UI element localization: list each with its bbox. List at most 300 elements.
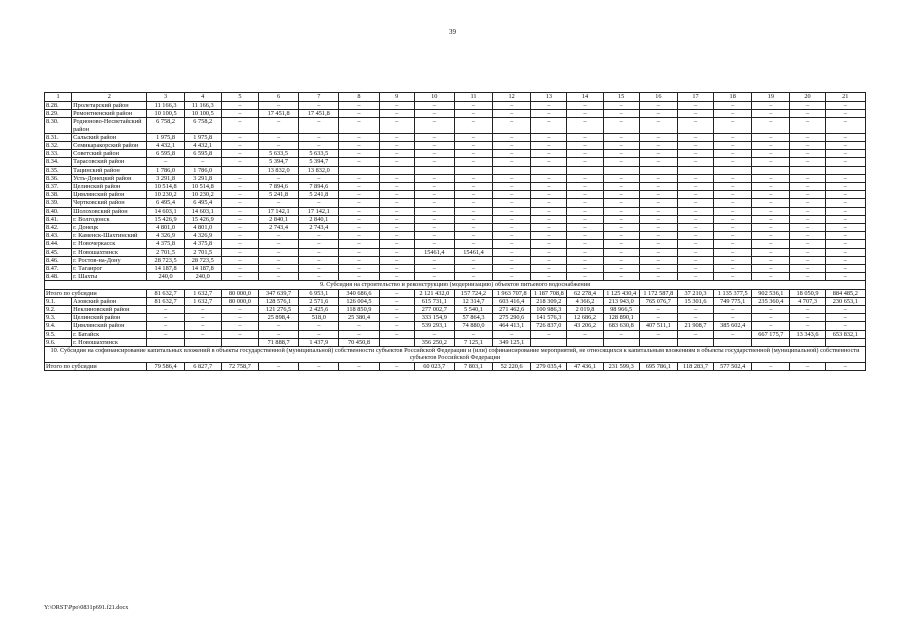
table-cell: – (221, 224, 258, 232)
table-cell: – (414, 199, 454, 207)
table-cell: – (339, 322, 379, 330)
table-cell: – (567, 142, 603, 150)
table-cell: – (825, 183, 865, 191)
table-cell: – (603, 118, 639, 133)
table-cell: 13 832,0 (259, 166, 299, 174)
table-cell: 128 576,1 (259, 297, 299, 305)
table-cell: 7 894,6 (299, 183, 339, 191)
table-cell: – (790, 322, 825, 330)
table-cell: 615 731,1 (414, 297, 454, 305)
municipality-name: Тацинский район (72, 166, 147, 174)
table-cell: 47 436,1 (567, 362, 603, 370)
municipality-name: Целинский район (72, 314, 147, 322)
table-cell: – (259, 199, 299, 207)
table-cell: – (677, 183, 713, 191)
table-cell: – (531, 102, 567, 110)
municipality-name: Цимлянский район (72, 322, 147, 330)
table-cell: – (454, 174, 492, 182)
total-row (45, 362, 866, 370)
table-cell (379, 166, 414, 174)
table-cell: 603 416,4 (493, 297, 531, 305)
row-number: 8.36. (45, 174, 72, 182)
table-cell: – (414, 240, 454, 248)
table-cell: 28 723,5 (184, 256, 221, 264)
table-cell: – (639, 110, 677, 118)
table-row (45, 133, 866, 141)
table-cell: – (414, 150, 454, 158)
table-cell: – (221, 240, 258, 248)
table-cell: 349 125,1 (493, 338, 531, 346)
table-cell: 7 803,1 (454, 362, 492, 370)
municipality-name: Советский район (72, 150, 147, 158)
table-cell: – (339, 102, 379, 110)
table-cell (379, 338, 414, 346)
table-cell: 5 394,7 (299, 158, 339, 166)
table-cell: – (339, 142, 379, 150)
table-cell: – (339, 118, 379, 133)
table-cell: – (184, 306, 221, 314)
table-cell: – (790, 215, 825, 223)
table-cell: – (825, 265, 865, 273)
table-cell: – (567, 133, 603, 141)
table-cell: – (379, 207, 414, 215)
table-cell (790, 338, 825, 346)
table-cell: – (677, 224, 713, 232)
table-cell: 7 125,1 (454, 338, 492, 346)
table-cell: – (454, 158, 492, 166)
table-cell: 277 002,7 (414, 306, 454, 314)
table-cell: – (825, 232, 865, 240)
table-cell: – (299, 232, 339, 240)
table-cell: 1 963 707,8 (493, 289, 531, 297)
table-cell: – (379, 273, 414, 281)
table-cell: – (825, 256, 865, 264)
municipality-name: Усть-Донецкий район (72, 174, 147, 182)
header-cell: 18 (714, 93, 752, 102)
table-cell: – (752, 314, 790, 322)
table-cell: – (221, 273, 258, 281)
table-cell: – (414, 133, 454, 141)
table-cell: – (677, 133, 713, 141)
row-number: 9.6. (45, 338, 72, 346)
table-cell (531, 166, 567, 174)
table-cell: 213 943,0 (603, 297, 639, 305)
table-cell: – (339, 265, 379, 273)
table-cell: 6 495,4 (147, 199, 184, 207)
table-cell: – (603, 207, 639, 215)
table-cell: – (414, 256, 454, 264)
table-cell: – (567, 273, 603, 281)
table-cell: 15 301,6 (677, 297, 713, 305)
table-cell: 81 632,7 (147, 289, 184, 297)
row-number: 8.47. (45, 265, 72, 273)
municipality-name: Пролетарский район (72, 102, 147, 110)
table-cell: 6 827,7 (184, 362, 221, 370)
row-number: 8.44. (45, 240, 72, 248)
table-cell: – (752, 158, 790, 166)
table-cell: – (339, 224, 379, 232)
table-cell: 235 360,4 (752, 297, 790, 305)
table-cell: – (379, 330, 414, 338)
table-cell: 81 632,7 (147, 297, 184, 305)
table-cell: 128 890,1 (603, 314, 639, 322)
municipality-name: Шолоховский район (72, 207, 147, 215)
table-cell: 10 514,8 (147, 183, 184, 191)
table-cell: – (603, 102, 639, 110)
table-cell: – (531, 199, 567, 207)
table-cell: – (493, 110, 531, 118)
table-cell: – (454, 265, 492, 273)
table-cell: – (414, 191, 454, 199)
table-cell: – (752, 322, 790, 330)
table-cell: – (379, 322, 414, 330)
table-cell: – (825, 118, 865, 133)
table-cell (752, 166, 790, 174)
table-cell: – (714, 142, 752, 150)
footer-file-path: Y:\ORST\Ppo\0831p691.f21.docx (44, 604, 129, 611)
section-row (45, 347, 866, 362)
table-cell: – (147, 158, 184, 166)
table-cell: – (714, 183, 752, 191)
table-cell: – (379, 306, 414, 314)
table-cell: – (714, 240, 752, 248)
table-cell: – (531, 207, 567, 215)
table-cell (714, 166, 752, 174)
table-cell: 2 701,5 (147, 248, 184, 256)
table-cell: – (790, 265, 825, 273)
page-number: 39 (449, 28, 456, 36)
table-row (45, 183, 866, 191)
table-cell: – (603, 232, 639, 240)
table-cell: – (531, 265, 567, 273)
municipality-name: г. Шахты (72, 273, 147, 281)
table-row (45, 240, 866, 248)
table-cell: 14 603,1 (184, 207, 221, 215)
header-cell: 1 (45, 93, 72, 102)
table-cell: – (531, 256, 567, 264)
table-cell: – (379, 224, 414, 232)
section-title: 10. Субсидия на софинансирование капитальных вложений в объекты государственной (муниципальной) собственности субъектов Российской Федерации и (или) софинансирование мероприятий, не относящихся к капитальным вложениям в объекты государственной (муниципальной) собственности субъектов Российской Федерации (45, 347, 866, 362)
table-cell: 275 290,6 (493, 314, 531, 322)
table-cell: 356 250,2 (414, 338, 454, 346)
table-cell: 28 723,5 (147, 256, 184, 264)
table-cell: – (639, 118, 677, 133)
table-cell: 11 166,3 (184, 102, 221, 110)
table-cell: – (493, 265, 531, 273)
table-cell: – (259, 273, 299, 281)
table-cell: 12 314,7 (454, 297, 492, 305)
municipality-name: Сальский район (72, 133, 147, 141)
table-cell: – (677, 102, 713, 110)
table-cell: 5 394,7 (259, 158, 299, 166)
table-cell: 126 004,5 (339, 297, 379, 305)
table-cell: – (825, 314, 865, 322)
table-cell: – (825, 174, 865, 182)
table-cell: – (259, 362, 299, 370)
table-cell: – (379, 110, 414, 118)
table-cell: – (454, 224, 492, 232)
municipality-name: Ремонтненский район (72, 110, 147, 118)
table-cell: – (790, 256, 825, 264)
table-cell: 25 380,4 (339, 314, 379, 322)
table-cell: – (825, 215, 865, 223)
table-cell: 1 975,8 (147, 133, 184, 141)
table-cell: 340 686,6 (339, 289, 379, 297)
table-cell: – (414, 224, 454, 232)
table-cell: – (531, 158, 567, 166)
table-cell (714, 338, 752, 346)
table-cell: 14 187,8 (184, 265, 221, 273)
table-cell: – (454, 191, 492, 199)
table-cell: 60 023,7 (414, 362, 454, 370)
table-cell: – (603, 110, 639, 118)
table-cell: – (299, 199, 339, 207)
municipality-name: г. Новочеркасск (72, 240, 147, 248)
table-cell: – (454, 102, 492, 110)
table-cell: – (221, 265, 258, 273)
table-cell: – (752, 110, 790, 118)
table-row (45, 330, 866, 338)
table-cell: – (221, 248, 258, 256)
row-number: 8.28. (45, 102, 72, 110)
table-cell: – (339, 133, 379, 141)
table-cell: – (379, 256, 414, 264)
header-cell: 5 (221, 93, 258, 102)
table-cell: – (493, 256, 531, 264)
table-cell: – (639, 248, 677, 256)
table-cell: – (259, 248, 299, 256)
table-cell: – (414, 330, 454, 338)
table-cell: – (414, 232, 454, 240)
table-cell: – (531, 174, 567, 182)
table-cell: – (454, 133, 492, 141)
table-cell: – (677, 191, 713, 199)
row-number: 9.3. (45, 314, 72, 322)
table-cell: 2 701,5 (184, 248, 221, 256)
table-cell: – (299, 362, 339, 370)
header-cell: 12 (493, 93, 531, 102)
table-cell: – (752, 232, 790, 240)
table-cell: 1 437,9 (299, 338, 339, 346)
table-cell: – (752, 183, 790, 191)
table-cell: – (752, 174, 790, 182)
table-cell: – (493, 215, 531, 223)
table-cell: – (714, 306, 752, 314)
table-cell: – (639, 142, 677, 150)
table-cell: – (677, 306, 713, 314)
table-cell: – (790, 273, 825, 281)
table-cell: 12 686,2 (567, 314, 603, 322)
table-cell: – (531, 142, 567, 150)
table-cell: – (454, 110, 492, 118)
table-cell: 667 175,7 (752, 330, 790, 338)
table-cell: – (677, 150, 713, 158)
table-cell: – (639, 150, 677, 158)
municipality-name: Тарасовский район (72, 158, 147, 166)
table-cell: – (454, 207, 492, 215)
table-cell: 464 413,1 (493, 322, 531, 330)
row-number: 9.2. (45, 306, 72, 314)
table-cell: – (790, 191, 825, 199)
table-cell: 4 375,8 (147, 240, 184, 248)
table-cell (567, 166, 603, 174)
table-cell (639, 166, 677, 174)
row-number: 9.4. (45, 322, 72, 330)
table-cell (825, 166, 865, 174)
table-cell: 10 514,8 (184, 183, 221, 191)
table-cell: 157 724,2 (454, 289, 492, 297)
table-cell: – (531, 191, 567, 199)
row-number: 8.37. (45, 183, 72, 191)
row-number: 8.43. (45, 232, 72, 240)
table-cell: 2 121 432,0 (414, 289, 454, 297)
table-cell: – (790, 199, 825, 207)
table-cell: – (567, 330, 603, 338)
table-cell: – (454, 183, 492, 191)
table-cell: – (221, 118, 258, 133)
table-cell (603, 166, 639, 174)
table-cell: 37 210,3 (677, 289, 713, 297)
table-cell: 2 425,6 (299, 306, 339, 314)
table-cell: – (299, 248, 339, 256)
table-cell: 15 426,9 (147, 215, 184, 223)
table-cell: 333 154,9 (414, 314, 454, 322)
table-cell: – (752, 207, 790, 215)
table-cell: 25 898,4 (259, 314, 299, 322)
table-cell: 5 540,1 (454, 306, 492, 314)
table-cell: – (790, 174, 825, 182)
table-cell: 4 801,0 (184, 224, 221, 232)
table-cell: – (259, 133, 299, 141)
table-cell: – (531, 133, 567, 141)
table-cell: – (825, 110, 865, 118)
table-cell (493, 166, 531, 174)
table-cell: – (825, 199, 865, 207)
table-cell: – (825, 362, 865, 370)
table-cell: – (299, 118, 339, 133)
table-cell: 539 293,1 (414, 322, 454, 330)
table-cell: 271 462,6 (493, 306, 531, 314)
table-cell: – (493, 240, 531, 248)
table-cell: – (714, 174, 752, 182)
header-cell: 10 (414, 93, 454, 102)
table-cell: – (677, 142, 713, 150)
table-cell: – (339, 330, 379, 338)
table-cell: 279 035,4 (531, 362, 567, 370)
table-cell: 1 125 430,4 (603, 289, 639, 297)
table-cell: – (567, 207, 603, 215)
table-cell: – (790, 133, 825, 141)
table-cell: 5 241,8 (299, 191, 339, 199)
table-cell: 4 375,8 (184, 240, 221, 248)
table-cell: – (299, 133, 339, 141)
table-cell: – (752, 150, 790, 158)
table-cell: – (493, 133, 531, 141)
table-cell: – (790, 306, 825, 314)
table-cell: – (790, 362, 825, 370)
table-cell: 6 953,1 (299, 289, 339, 297)
table-cell: – (677, 232, 713, 240)
table-cell: 4 432,1 (184, 142, 221, 150)
table-cell: 1 786,0 (147, 166, 184, 174)
table-row (45, 110, 866, 118)
table-cell: 577 502,4 (714, 362, 752, 370)
table-cell: – (567, 199, 603, 207)
table-cell: – (339, 232, 379, 240)
table-cell: – (790, 183, 825, 191)
row-number: 8.32. (45, 142, 72, 150)
table-cell (567, 338, 603, 346)
header-cell: 21 (825, 93, 865, 102)
table-cell: – (639, 102, 677, 110)
table-cell: – (454, 256, 492, 264)
table-cell (677, 166, 713, 174)
table-row (45, 191, 866, 199)
table-cell: – (639, 273, 677, 281)
table-cell: – (714, 102, 752, 110)
table-cell: 80 000,0 (221, 297, 258, 305)
table-cell: – (414, 158, 454, 166)
table-cell: – (299, 330, 339, 338)
table-cell: 62 278,4 (567, 289, 603, 297)
table-cell: – (531, 240, 567, 248)
table-cell: – (221, 330, 258, 338)
table-cell: – (677, 273, 713, 281)
table-cell: – (454, 142, 492, 150)
table-cell: – (259, 232, 299, 240)
table-cell: – (221, 183, 258, 191)
table-cell: 17 451,8 (259, 110, 299, 118)
municipality-name: Азовский район (72, 297, 147, 305)
table-cell: 726 837,0 (531, 322, 567, 330)
table-cell: – (790, 232, 825, 240)
table-cell: – (379, 314, 414, 322)
table-cell: – (299, 174, 339, 182)
table-cell: – (414, 183, 454, 191)
table-cell: 21 908,7 (677, 322, 713, 330)
table-cell: 10 230,2 (147, 191, 184, 199)
table-cell: – (714, 265, 752, 273)
table-cell: – (379, 248, 414, 256)
table-cell: 1 786,0 (184, 166, 221, 174)
table-cell: – (339, 248, 379, 256)
table-cell: – (825, 240, 865, 248)
table-cell: – (603, 256, 639, 264)
table-cell: – (493, 191, 531, 199)
table-cell: – (677, 256, 713, 264)
table-cell: – (414, 273, 454, 281)
municipality-name: Чертковский район (72, 199, 147, 207)
table-cell: – (454, 240, 492, 248)
table-cell: – (677, 199, 713, 207)
table-row (45, 338, 866, 346)
table-cell: 1 632,7 (184, 297, 221, 305)
table-cell: – (493, 183, 531, 191)
table-cell: – (147, 322, 184, 330)
table-cell: – (639, 215, 677, 223)
table-cell: 14 603,1 (147, 207, 184, 215)
row-number: 8.41. (45, 215, 72, 223)
table-cell (752, 338, 790, 346)
table-cell: – (567, 248, 603, 256)
table-cell: – (603, 158, 639, 166)
row-number: 8.40. (45, 207, 72, 215)
table-cell: – (677, 110, 713, 118)
table-cell: – (752, 199, 790, 207)
table-cell: 3 291,8 (147, 174, 184, 182)
table-cell (825, 338, 865, 346)
table-cell: – (825, 273, 865, 281)
